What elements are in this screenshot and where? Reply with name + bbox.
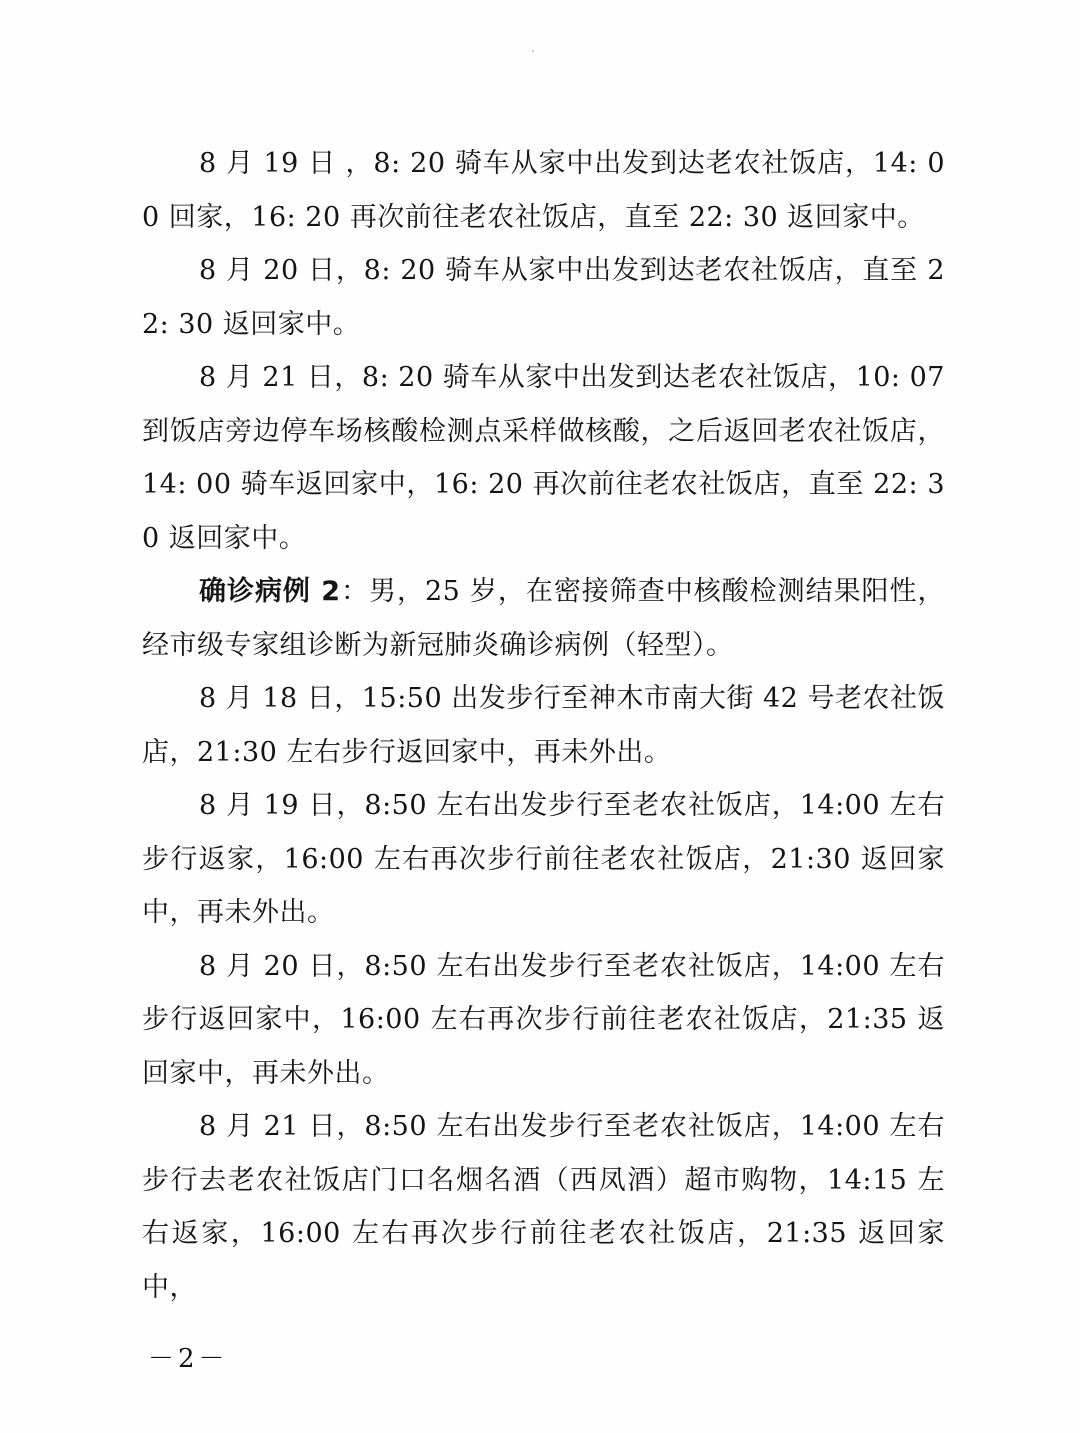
paragraph-text: 8 月 21 日，8:50 左右出发步行至老农社饭店，14:00 左右步行去老农社饭店门口名烟名酒（西凤酒）超市购物，14:15 左右返家，16:00 左右再次步行前往老农社饭店，21:35 返回家中，: [142, 1111, 945, 1303]
paragraph-text: 8 月 18 日，15:50 出发步行至神木市南大街 42 号老农社饭店，21:30 左右步行返回家中，再未外出。: [142, 683, 945, 768]
document-body: [142, 137, 945, 1314]
paragraph-text: 8 月 21 日，8: 20 骑车从家中出发到达老农社饭店，10: 07 到饭店旁边停车场核酸检测点采样做核酸，之后返回老农社饭店，14: 00 骑车返回家中，16: 20 再次前往老农社饭店，直至 22: 30 返回家中。: [142, 362, 945, 554]
paragraph-aug18-case2: [142, 672, 945, 779]
paragraph-aug21-case2: [142, 1100, 945, 1314]
paragraph-case2-summary: [142, 565, 945, 672]
paragraph-text: 8 月 19 日，8:50 左右出发步行至老农社饭店，14:00 左右步行返家，16:00 左右再次步行前往老农社饭店，21:30 返回家中，再未外出。: [142, 790, 945, 928]
paragraph-aug21-case1: [142, 351, 945, 565]
page-number: －2－: [148, 1344, 229, 1374]
scan-speck: [532, 50, 534, 52]
paragraph-text: 8 月 20 日，8:50 左右出发步行至老农社饭店，14:00 左右步行返回家中，16:00 左右再次步行前往老农社饭店，21:35 返回家中，再未外出。: [142, 950, 945, 1089]
paragraph-aug20-case1: [142, 244, 945, 351]
paragraph-text: ：男，25 岁，在密接筛查中核酸检测结果阳性，经市级专家组诊断为新冠肺炎确诊病例（轻型）。: [142, 576, 945, 661]
paragraph-text: 8 月 20 日，8: 20 骑车从家中出发到达老农社饭店，直至 22: 30 返回家中。: [142, 255, 945, 340]
paragraph-aug20-case2: [142, 940, 945, 1101]
paragraph-aug19-case2: [142, 779, 945, 940]
paragraph-aug19-case1: [142, 137, 945, 244]
paragraph-text: 8 月 19 日 ，8: 20 骑车从家中出发到达老农社饭店，14: 00 回家，16: 20 再次前往老农社饭店，直至 22: 30 返回家中。: [142, 148, 945, 233]
case-heading: 确诊病例 2: [199, 576, 341, 607]
